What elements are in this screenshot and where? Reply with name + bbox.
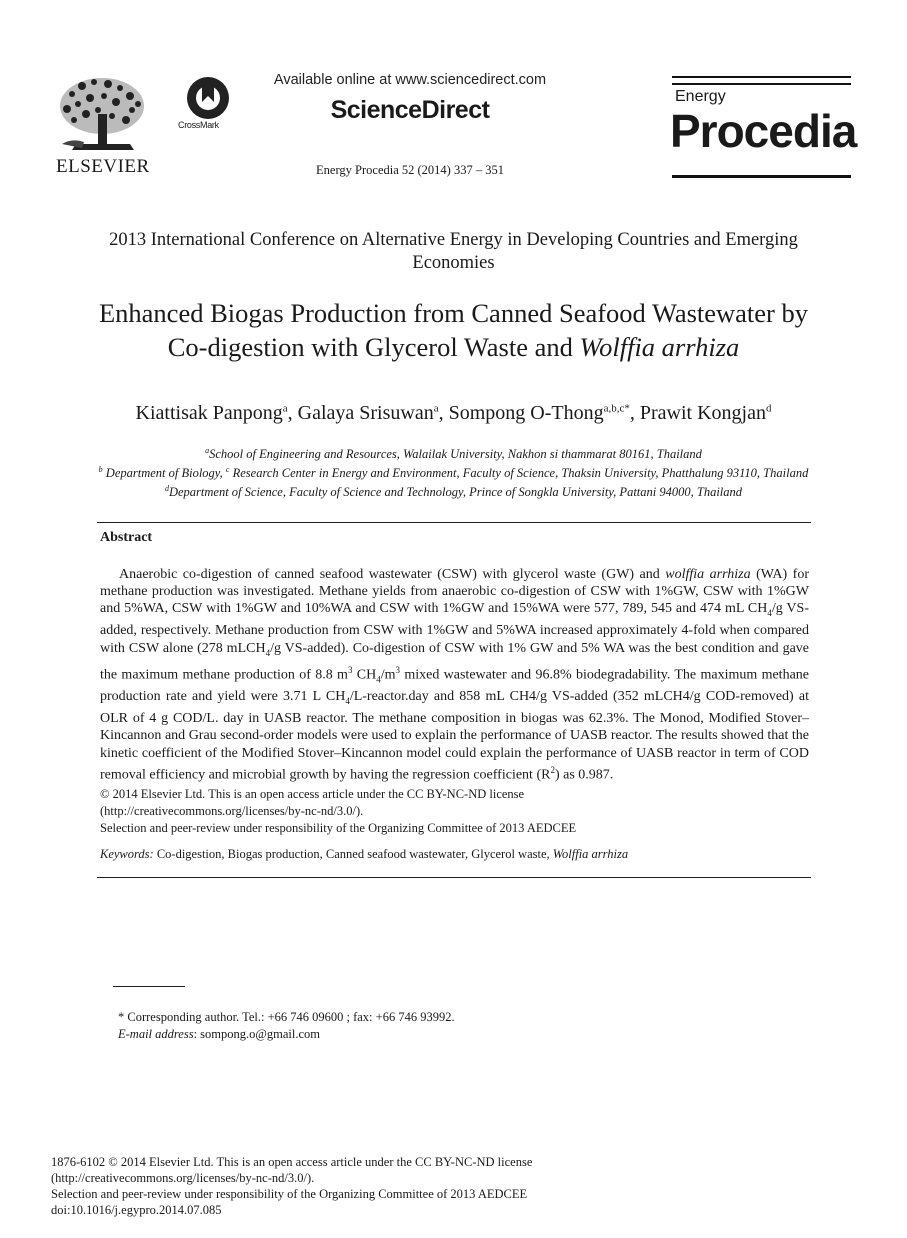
sciencedirect-logo[interactable]: ScienceDirect xyxy=(330,96,490,124)
corresponding-author: * Corresponding author. Tel.: +66 746 09600 ; fax: +66 746 93992. xyxy=(118,1010,455,1024)
affiliation-bc: $^b$ Department of Biology, $^c$ Research Center in Energy and Environment, Faculty of Science, Thaksin University, Phatthalung 93110, Thailand xyxy=(98,465,809,481)
journal-logo-procedia: Procedia xyxy=(670,105,857,157)
author: Prawit Kongjan$^d$ xyxy=(639,402,772,424)
conference-name: 2013 International Conference on Alternative Energy in Developing Countries and Emerging Economies xyxy=(109,230,798,273)
title-italic: Wolffia arrhiza xyxy=(579,332,740,362)
crossmark-label: CrossMark xyxy=(178,120,219,130)
elsevier-logo xyxy=(52,74,152,154)
email-address[interactable]: : sompong.o@gmail.com xyxy=(193,1027,321,1041)
available-online: Available online at www.sciencedirect.com xyxy=(273,72,547,88)
divider-top xyxy=(97,522,811,523)
divider-bottom xyxy=(97,877,811,878)
footnote-rule xyxy=(113,986,185,987)
elsevier-tree-icon xyxy=(52,74,152,154)
abstract-text: Anaerobic co-digestion of canned seafood wastewater (CSW) with glycerol waste (GW) and wolffia arrhiza (WA) for methane production was investigated. Methane yields from anaerobic co-digestion of CSW with 1%GW, CSW with 1%GW and 5%WA, CSW with 1%GW and 10%WA and CSW with 1%GW and 15%WA were 577, 789, 545 and 474 mL $CH_4/g$ VS-added, respectively. Methane production from CSW with 1%GW and 5%WA increased approximately 4-fold when compared with CSW alone (278 mLCH$_4$/g VS-added). Co-digestion of CSW with 1% GW and 5% WA was the best condition and gave the maximum methane production of 8.8 $m^3$ $CH_4/m^3$ mixed wastewater and 96.8% biodegradability. The maximum methane production rate and yield were 3.71 L $CH_4/L-reactor.day$ and 858 mL CH4/g VS-added (352 mLCH4/g COD-removed) at OLR of 4 g COD/L. day in UASB reactor. The methane composition in biogas was 62.3%. The Monod, Modified Stover–Kincannon and Grau second-order models were used to explain the performance of UASB reactor. The results showed that the kinetic coefficient of the Modified Stover–Kincannon model could explain the performance of UASB reactor in term of COD removal efficiency and microbial growth by having the regression coefficient $(R^2)$ as 0.987. xyxy=(100,567,810,783)
author: Sompong O-Thong$^{a,b,c*}$, xyxy=(448,402,640,424)
email-line: E-mail address: sompong.o@gmail.com xyxy=(118,1027,321,1041)
author: Kiattisak Panpong$^a$, xyxy=(135,402,298,424)
license-notice: © 2014 Elsevier Ltd. This is an open access article under the CC BY-NC-ND license (http://creativecommons.org/licenses/by-nc-nd/3.0/). Selection and peer-review under responsibility of the Organizing Committee of 2013 AEDCEE xyxy=(100,786,809,837)
author-list xyxy=(60,402,847,425)
author: Galaya Srisuwan$^a$, xyxy=(297,402,449,424)
journal-logo-underline xyxy=(672,175,851,178)
doi[interactable]: doi:10.1016/j.egypro.2014.07.085 xyxy=(51,1203,222,1217)
affiliation-d: $^d$Department of Science, Faculty of Science and Technology, Prince of Songkla University, Pattani 94000, Thailand xyxy=(164,484,743,500)
abstract-heading: Abstract xyxy=(100,530,153,545)
journal-citation: Energy Procedia 52 (2014) 337 – 351 xyxy=(316,163,504,177)
paper-title xyxy=(90,296,817,364)
license-link[interactable]: (http://creativecommons.org/licenses/by-nc-nd/3.0/). xyxy=(100,804,364,818)
page-footer: 1876-6102 © 2014 Elsevier Ltd. This is an open access article under the CC BY-NC-ND license (http://creativecommons.org/licenses/by-nc-nd/3.0/). Selection and peer-review under responsibility of the Organizing Committee of 2013 AEDCEE doi:10.1016/j.egypro.2014.07.085 xyxy=(51,1154,851,1218)
keywords: Keywords: Co-digestion, Biogas production, Canned seafood wastewater, Glycerol waste, Wolffia arrhiza xyxy=(100,847,629,861)
title-main: Enhanced Biogas Production from Canned Seafood Wastewater by Co-digestion with Glycerol Waste and xyxy=(98,298,809,362)
footnote xyxy=(118,1009,808,1043)
affiliations xyxy=(90,443,817,500)
crossmark-icon xyxy=(186,76,230,120)
journal-logo-energy: Energy xyxy=(675,88,726,105)
elsevier-wordmark: ELSEVIER xyxy=(56,156,150,177)
affiliation-a: $^a$School of Engineering and Resources, Walailak University, Nakhon si thammarat 80161, Thailand xyxy=(205,446,702,462)
footer-license-link[interactable]: (http://creativecommons.org/licenses/by-nc-nd/3.0/). xyxy=(51,1171,315,1185)
crossmark-logo[interactable] xyxy=(186,76,230,125)
